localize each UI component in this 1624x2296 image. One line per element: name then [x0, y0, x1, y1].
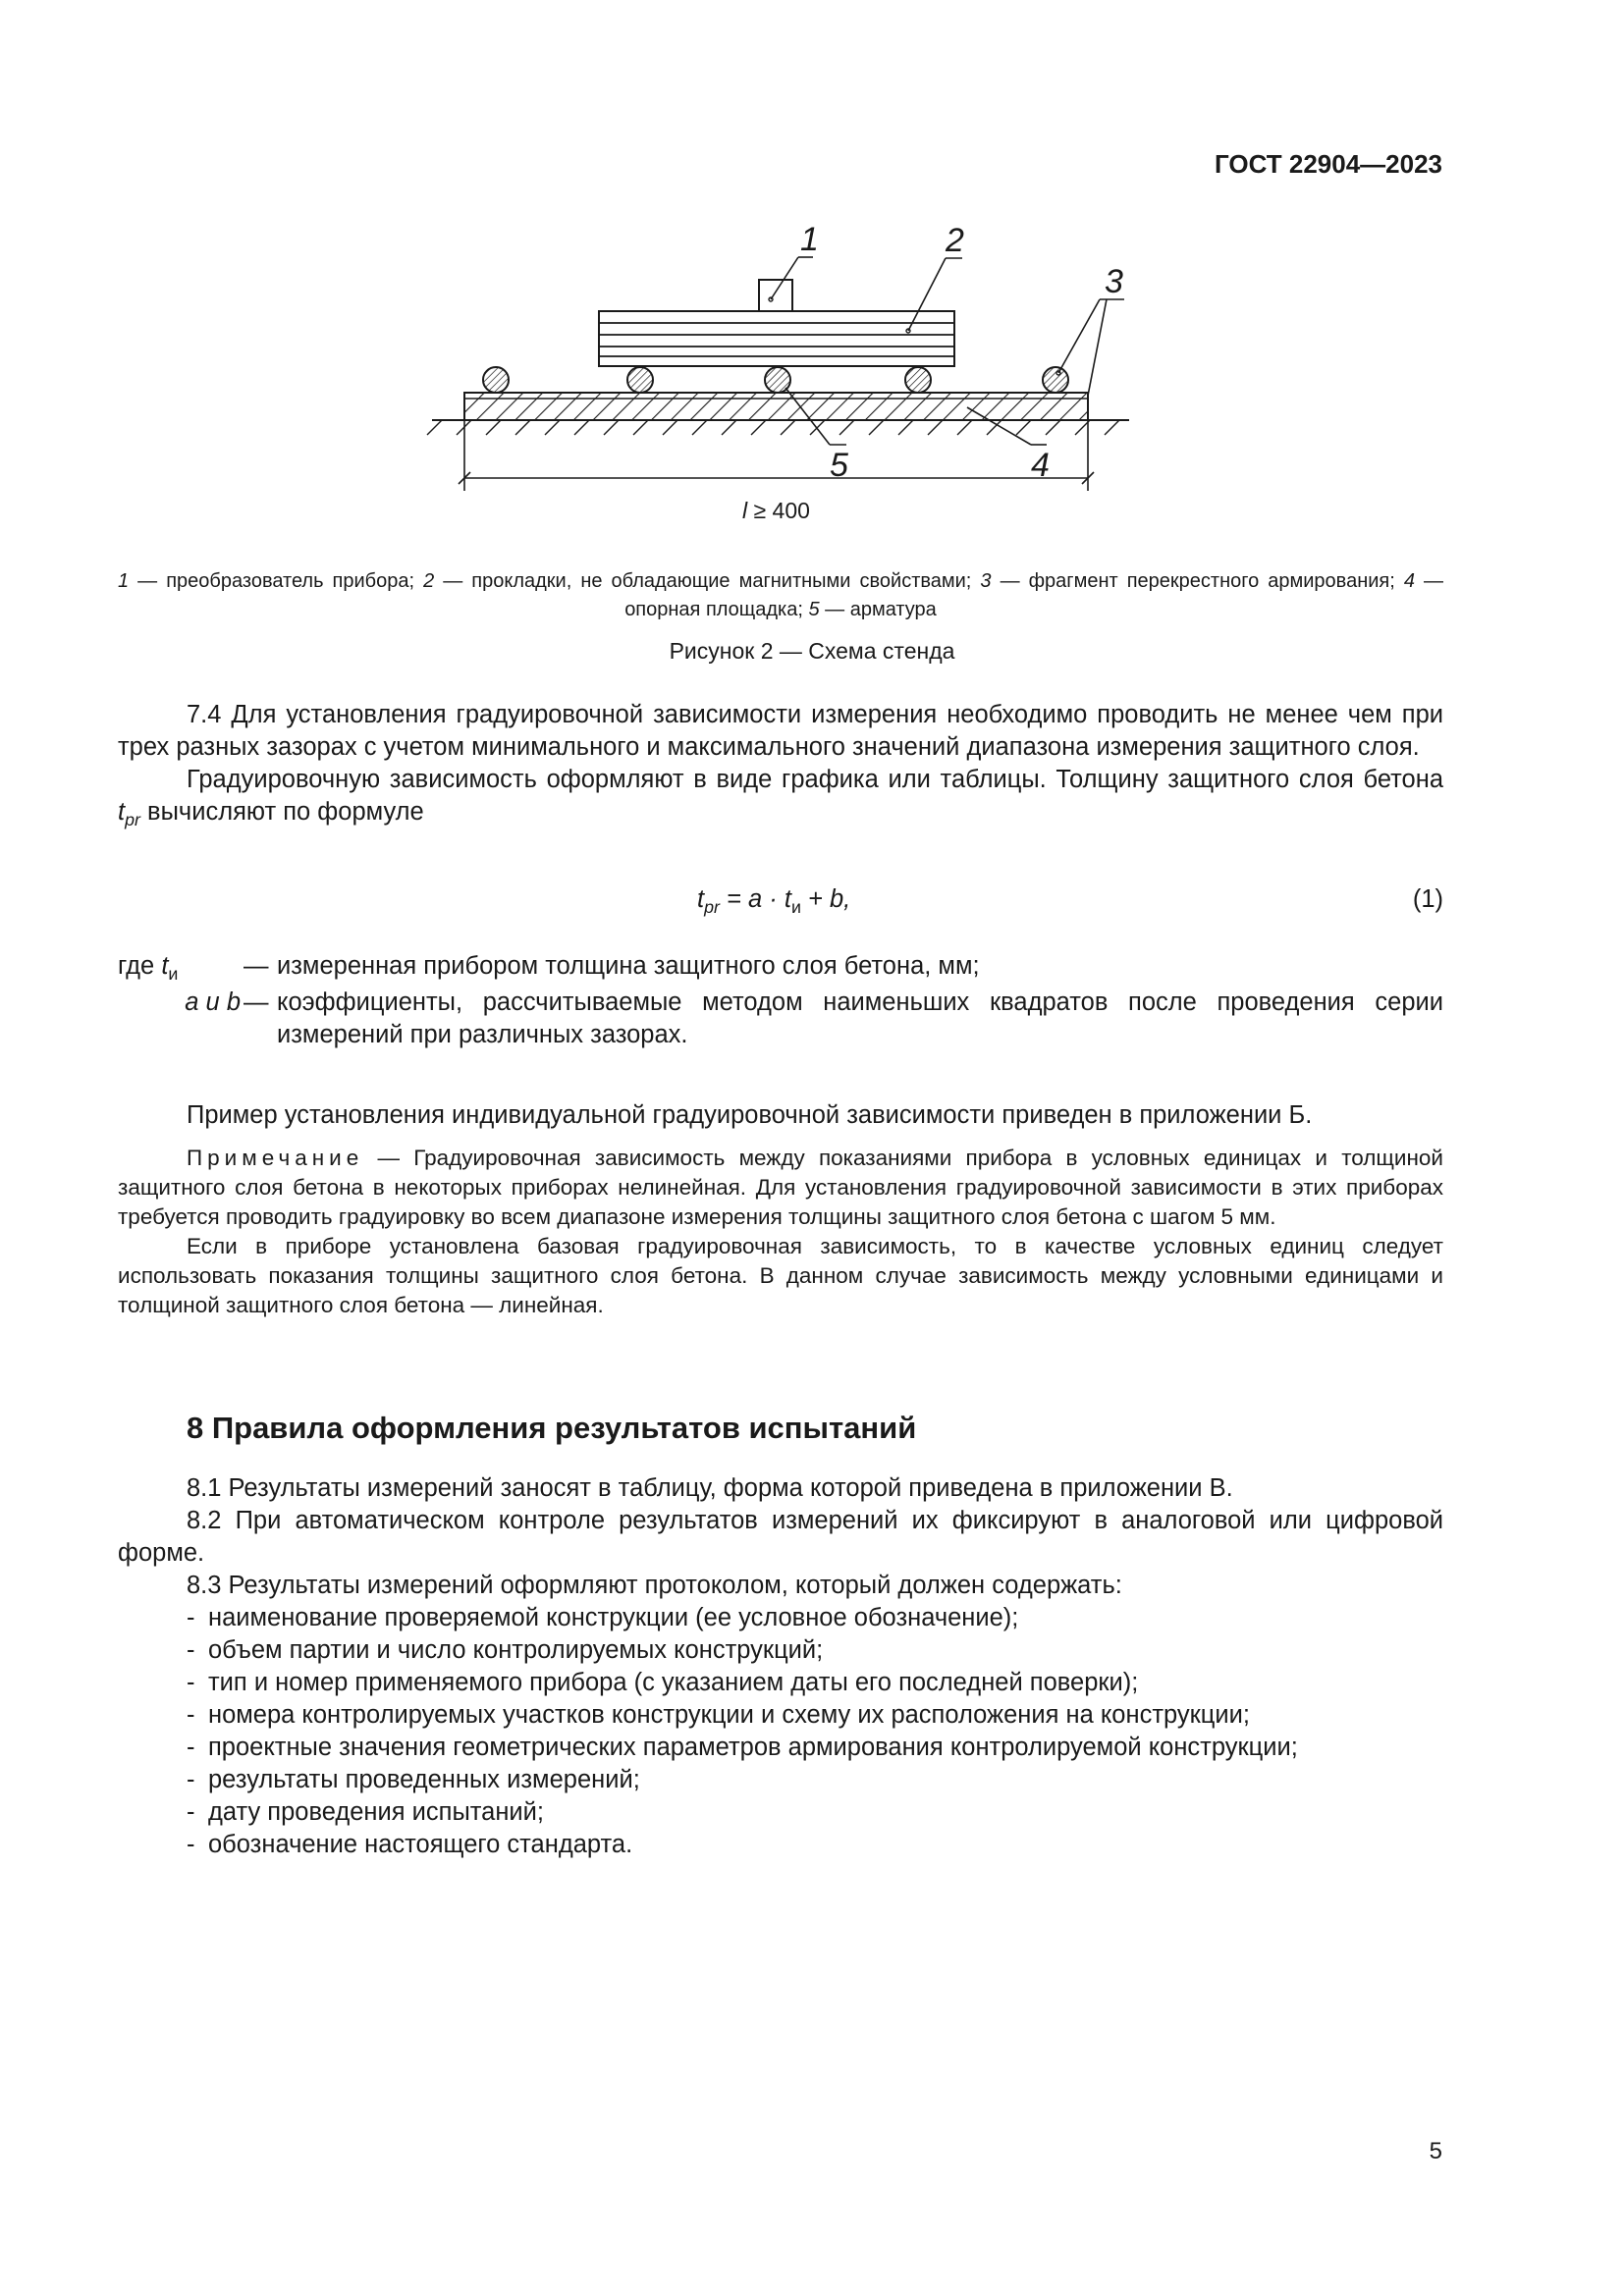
example-paragraph: Пример установления индивидуальной градуировочной зависимости приведен в приложении Б.: [187, 1101, 1313, 1129]
figure-stand-scheme: [422, 221, 1149, 545]
rebar-3: [905, 367, 931, 393]
page-number: 5: [1429, 2138, 1442, 2164]
list-item: - результаты проведенных измерений;: [187, 1766, 640, 1793]
dimension-label: l ≥ 400: [742, 498, 810, 523]
spacer-pads: [599, 311, 954, 366]
ground-hatching: [427, 420, 1119, 435]
label-2: 2: [946, 222, 964, 259]
transducer: [759, 280, 792, 311]
list-item: - номера контролируемых участков конструкции и схему их расположения на конструкции;: [187, 1701, 1250, 1729]
note-paragraph-1: Примечание — Градуировочная зависимость между показаниями прибора в условных единицах и толщиной защитного слоя бетона в некоторых приборах нелинейная. Для установления градуировочной зависимости в этих приборах требуется проводить градуировку во всем диапазоне измерения толщины защитного слоя бетона с шагом 5 мм.: [118, 1146, 1443, 1229]
paragraph-8-3: 8.3 Результаты измерений оформляют протоколом, который должен содержать:: [187, 1572, 1122, 1599]
stand-diagram: [422, 221, 1149, 545]
standard-designation: ГОСТ 22904—2023: [1215, 149, 1442, 179]
list-item: - наименование проверяемой конструкции (ее условное обозначение);: [187, 1604, 1019, 1631]
formula-number: (1): [1412, 885, 1443, 913]
definition-a-b: a и b — коэффициенты, рассчитываемые методом наименьших квадратов после проведения серии измерений при различных зазорах.: [185, 988, 1443, 1048]
rebar-right: [1043, 367, 1068, 393]
list-item: - тип и номер применяемого прибора (с указанием даты его последней поверки);: [187, 1669, 1139, 1696]
example-paragraph-wrap: [118, 1099, 1443, 1132]
legend-num-1: 1: [118, 570, 130, 592]
formula-expression: $t_{pr} = a \cdot t_и + b$,: [697, 885, 851, 917]
list-item: - объем партии и число контролируемых конструкций;: [187, 1636, 824, 1664]
definition-t-i: где $t_и$ — измеренная прибором толщина защитного слоя бетона, мм;: [118, 952, 980, 984]
section-8-text: [118, 1472, 1443, 1861]
note-paragraph-2: Если в приборе установлена базовая градуировочная зависимость, то в качестве условных единиц следует использовать показания толщины защитного слоя бетона. В данном случае зависимость между условными единицами и толщиной защитного слоя бетона — линейная.: [118, 1234, 1443, 1317]
paragraph-graph: Градуировочную зависимость оформляют в виде графика или таблицы. Толщину защитного слоя бетона $t_{pr}$ вычисляют по формуле: [118, 766, 1443, 829]
rebar-left: [483, 367, 509, 393]
paragraph-8-2: 8.2 При автоматическом контроле результатов измерений их фиксируют в аналоговой или цифровой форме.: [118, 1507, 1443, 1567]
list-item: - обозначение настоящего стандарта.: [187, 1831, 633, 1858]
rebar-1: [627, 367, 653, 393]
protocol-items: [118, 1602, 1443, 1861]
list-item: - дату проведения испытаний;: [187, 1798, 544, 1826]
figure-caption: Рисунок 2 — Схема стенда: [669, 638, 955, 664]
label-5: 5: [830, 447, 848, 484]
dimension-line: [459, 420, 1094, 491]
section-8-heading: 8 Правила оформления результатов испытаний: [187, 1411, 917, 1445]
section-7-text: [118, 699, 1443, 836]
support-platform: [464, 393, 1088, 420]
list-item: - проектные значения геометрических параметров армирования контролируемой конструкции;: [187, 1734, 1298, 1761]
formula-definitions: [118, 950, 1443, 1055]
label-4: 4: [1031, 447, 1050, 484]
paragraph-8-1: 8.1 Результаты измерений заносят в таблицу, форма которой приведена в приложении В.: [187, 1474, 1233, 1502]
paragraph-7-4: 7.4 Для установления градуировочной зависимости измерения необходимо проводить не менее чем при трех разных зазорах с учетом минимального и максимального значений диапазона измерения защитного слоя.: [118, 701, 1443, 761]
note-block: [118, 1144, 1443, 1320]
label-3: 3: [1105, 263, 1123, 300]
label-1: 1: [800, 221, 819, 258]
figure-legend: 1 — преобразователь прибора; 2 — прокладки, не обладающие магнитными свойствами; 3 — фрагмент перекрестного армирования; 4 — опорная площадка; 5 — арматура: [118, 570, 1444, 620]
